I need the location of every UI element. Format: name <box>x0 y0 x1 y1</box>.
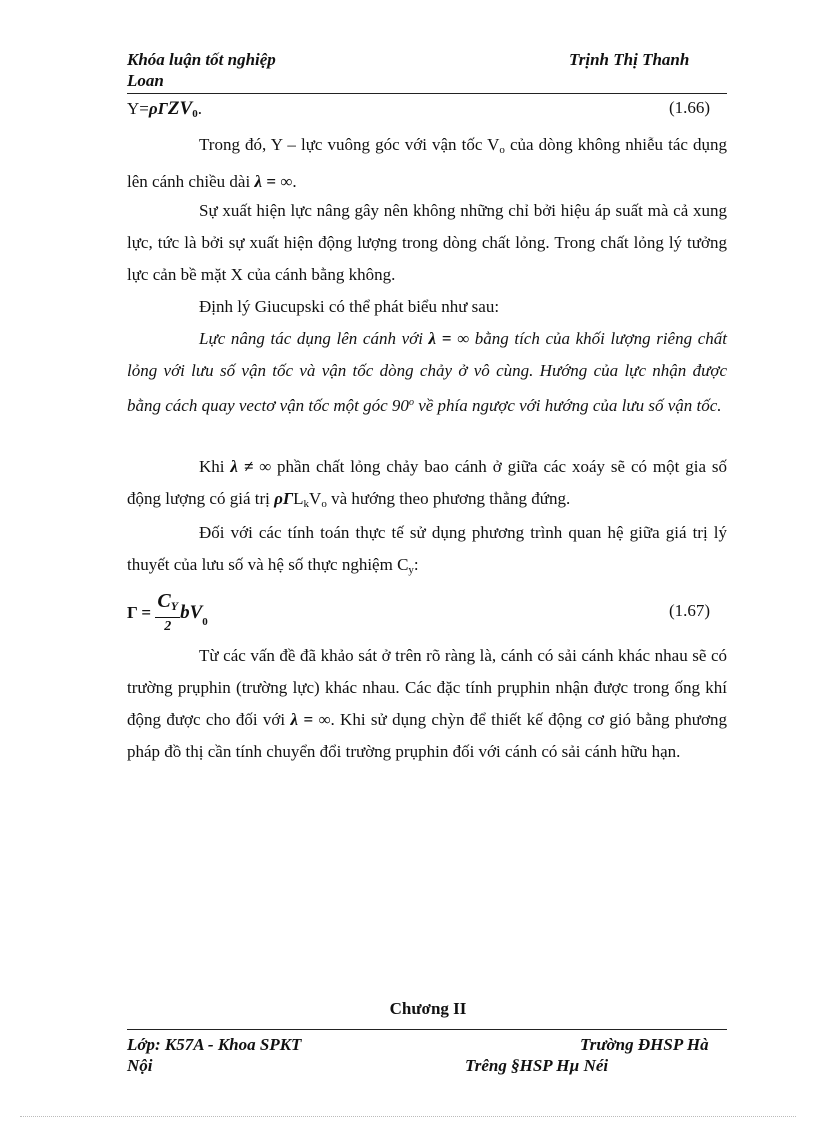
p5-rho-gamma: ρΓ <box>274 489 294 508</box>
eq166-sub: 0 <box>192 108 198 120</box>
paragraph-6 <box>127 517 727 586</box>
chapter-label: Chương II <box>389 999 467 1018</box>
theorem-paragraph <box>127 323 727 422</box>
paragraph-1 <box>127 129 727 198</box>
header-right: Trịnh Thị Thanh <box>569 50 690 69</box>
eq166-rest: ZV <box>167 98 193 119</box>
eq166-tail: . <box>197 99 202 118</box>
paragraph-3: Định lý Giucupski có thể phát biểu như sau: <box>199 297 500 316</box>
eq167-fraction <box>155 590 180 636</box>
p5-text-d: V <box>309 489 322 508</box>
footer-right-line1: Trường ĐHSP Hà <box>580 1035 709 1054</box>
p5-sub-o: o <box>321 498 327 510</box>
p5-text-e: và hướng theo phương thẳng đứng. <box>326 489 571 508</box>
p4-text-a: Lực nâng tác dụng lên cánh với <box>199 329 429 348</box>
p4-text-c: về phía ngược với hướng của lưu số vận tốc. <box>413 396 722 415</box>
p1-sub: o <box>499 144 505 156</box>
eq167-numerator: C <box>157 590 171 612</box>
p5-lambda: λ ≠ ∞ <box>230 457 272 476</box>
p4-text-b: bằng tích của khối lượng riêng chất lỏng với lưu số vận tốc và vận tốc dòng chảy ở vô cùng. Hướng của lực nhận được bằng cách quay vectơ vận tốc một góc 90 <box>127 329 727 415</box>
page-bottom-dotted-border <box>20 1116 796 1117</box>
equation-number-1-67: (1.67) <box>669 601 711 620</box>
paragraph-7 <box>127 640 727 768</box>
p6-sub: y <box>408 564 414 576</box>
header-rule <box>127 93 727 94</box>
p1-text-b: của dòng không nhiễu tác dụng lên cánh chiều dài <box>127 135 727 191</box>
footer-left-line1: Lớp: K57A - Khoa SPKT <box>127 1035 302 1054</box>
eq167-denominator: 2 <box>164 619 172 634</box>
eq167-sub: 0 <box>202 615 208 628</box>
p6-text-a: Đối với các tính toán thực tế sử dụng phương trình quan hệ giữa giá trị lý thuyết của lưu số và hệ số thực nghiệm C <box>127 523 727 574</box>
p1-lambda: λ = ∞ <box>254 172 293 191</box>
header-left-line2: Loan <box>127 71 164 90</box>
p4-lambda: λ = ∞ <box>428 329 470 348</box>
eq166-prefix: Y= <box>127 99 149 118</box>
p5-text-a: Khi <box>199 457 231 476</box>
header-left-line1: Khóa luận tốt nghiệp <box>127 50 276 69</box>
p7-text-a: Từ các vấn đề đã khảo sát ở trên rõ ràng là, cánh có sải cánh khác nhau sẽ có trường prụphin (trường lực) khác nhau. Các đặc tính prụphin nhận được trong ống khí động được cho đối với <box>127 646 727 729</box>
equation-number-1-66: (1.66) <box>669 98 711 117</box>
footer-right-line2: Trêng §HSP Hµ Néi <box>465 1056 609 1075</box>
eq167-rest: bV <box>180 602 203 623</box>
p1-text-a: Trong đó, Y – lực vuông góc với vận tốc V <box>199 135 500 154</box>
footer-rule <box>127 1029 727 1030</box>
p5-sub-k: k <box>303 498 310 510</box>
p4-sup: o <box>408 397 414 408</box>
p6-text-b: : <box>413 555 419 574</box>
footer-left-line2: Nội <box>127 1056 153 1075</box>
p5-text-b: phần chất lỏng chảy bao cánh ở giữa các xoáy sẽ có một gia số động lượng có giá trị <box>127 457 727 508</box>
paragraph-5 <box>127 451 727 520</box>
p7-text-b: . Khi sử dụng chỳn để thiết kế động cơ gió bằng phương pháp đồ thị cần tính chuyển đổi trường prụphin đối với cánh có sải cánh hữu hạn. <box>127 710 727 761</box>
eq167-lhs: Γ = <box>127 603 152 622</box>
eq166-rho-gamma: ρΓ <box>148 99 168 118</box>
paragraph-2: Sự xuất hiện lực nâng gây nên không những chỉ bởi hiệu áp suất mà cả xung lực, tức là bởi sự xuất hiện động lượng trong dòng chất lỏng. Trong chất lỏng lý tưởng lực cản bề mặt X của cánh bằng không. <box>127 201 727 284</box>
p5-text-c: L <box>293 489 304 508</box>
equation-1-66 <box>127 98 202 120</box>
p1-text-c: . <box>292 172 297 191</box>
eq167-numerator-sub: Y <box>170 599 179 613</box>
equation-1-67 <box>127 590 208 636</box>
p7-lambda: λ = ∞ <box>290 710 331 729</box>
